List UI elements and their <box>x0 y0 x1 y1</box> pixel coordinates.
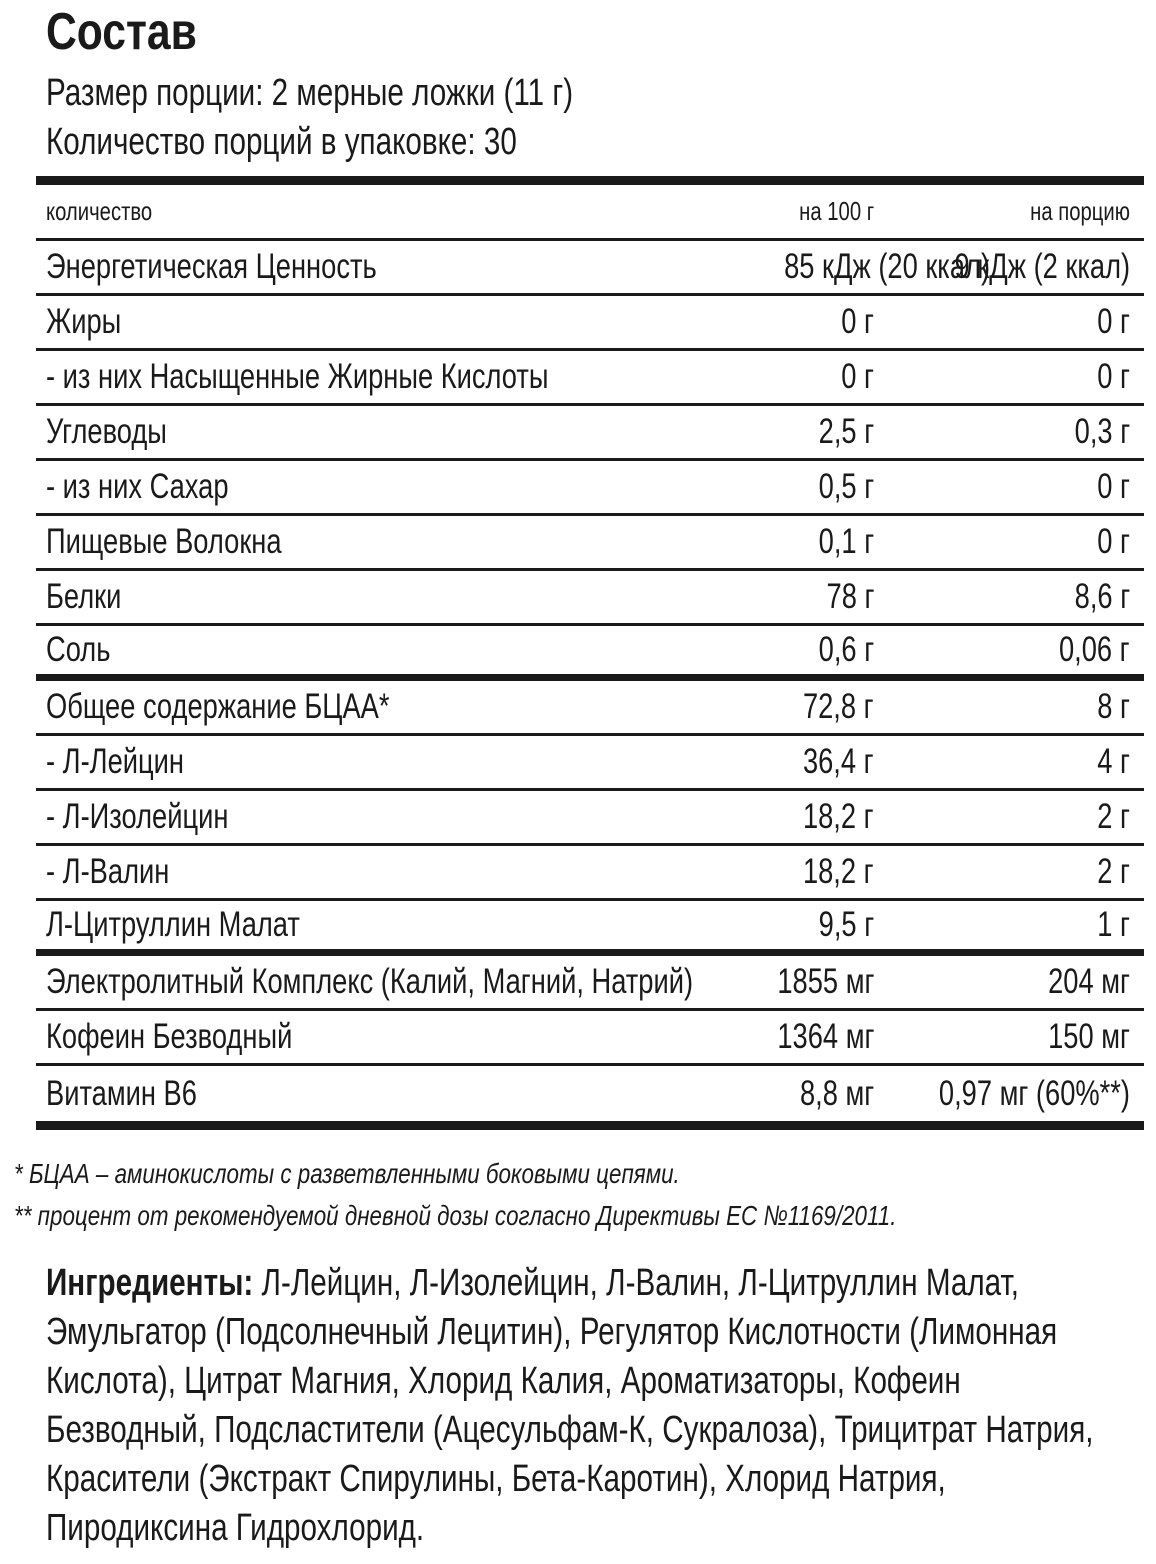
row-per-portion: 9 кДж (2 ккал) <box>954 247 1130 286</box>
row-name: Электролитный Комплекс (Калий, Магний, Натрий) <box>46 962 694 1001</box>
row-per-100g: 9,5 г <box>818 905 874 944</box>
servings-per-pack: Количество порций в упаковке: 30 <box>46 121 517 163</box>
row-name: Пищевые Волокна <box>46 522 282 561</box>
table-row <box>36 736 1144 791</box>
row-per-100g: 72,8 г <box>803 687 874 726</box>
row-per-100g: 0 г <box>841 357 874 396</box>
row-per-100g: 1364 мг <box>776 1017 874 1056</box>
row-per-portion: 0 г <box>1097 522 1130 561</box>
table-row <box>36 1011 1144 1066</box>
row-per-portion: 0,06 г <box>1059 630 1130 669</box>
row-per-portion: 1 г <box>1097 905 1130 944</box>
table-row <box>36 791 1144 846</box>
row-per-portion: 8,6 г <box>1074 577 1130 616</box>
table-row <box>36 681 1144 736</box>
row-name: Кофеин Безводный <box>46 1017 293 1056</box>
page-title: Состав <box>46 3 197 61</box>
row-per-portion: 0,3 г <box>1074 412 1130 451</box>
row-per-portion: 8 г <box>1097 687 1130 726</box>
footnote-daily-value: ** процент от рекомендуемой дневной дозы согласно Директивы ЕС №1169/2011. <box>14 1200 897 1231</box>
row-name: - из них Сахар <box>46 467 229 506</box>
header-per-100g: на 100 г <box>799 196 874 226</box>
serving-size: Размер порции: 2 мерные ложки (11 г) <box>46 72 574 114</box>
row-name: Общее содержание БЦАА* <box>46 687 390 726</box>
row-per-100g: 8,8 мг <box>799 1073 874 1113</box>
table-row <box>36 461 1144 516</box>
row-per-100g: 0,5 г <box>818 467 874 506</box>
table-row <box>36 571 1144 626</box>
table-row <box>36 846 1144 901</box>
row-per-100g: 36,4 г <box>803 742 874 781</box>
header-per-portion: на порцию <box>1030 196 1130 226</box>
table-header-row <box>36 185 1144 241</box>
row-name: Энергетическая Ценность <box>46 247 377 286</box>
row-name: Витамин В6 <box>46 1073 197 1113</box>
ingredients-block <box>46 1259 1099 1553</box>
row-name: Л-Цитруллин Малат <box>46 905 300 944</box>
row-per-portion: 0,97 мг (60%**) <box>938 1073 1130 1113</box>
row-per-portion: 0 г <box>1097 302 1130 341</box>
row-name: Углеводы <box>46 412 167 451</box>
row-per-100g: 2,5 г <box>818 412 874 451</box>
table-row <box>36 296 1144 351</box>
row-name: - Л-Валин <box>46 852 170 891</box>
header-quantity: количество <box>46 196 153 226</box>
row-per-100g: 18,2 г <box>803 797 874 836</box>
row-name: Жиры <box>46 302 122 341</box>
table-row <box>36 351 1144 406</box>
row-per-portion: 0 г <box>1097 467 1130 506</box>
row-per-100g: 85 кДж (20 ккал) <box>784 247 991 286</box>
row-name: - из них Насыщенные Жирные Кислоты <box>46 357 549 396</box>
table-row <box>36 901 1144 956</box>
row-per-100g: 78 г <box>826 577 874 616</box>
ingredients-label: Ингредиенты: <box>46 1262 254 1304</box>
row-name: Соль <box>46 630 111 669</box>
row-per-100g: 18,2 г <box>803 852 874 891</box>
row-name: - Л-Изолейцин <box>46 797 229 836</box>
table-row <box>36 241 1144 296</box>
row-name: - Л-Лейцин <box>46 742 184 781</box>
row-per-100g: 0,1 г <box>818 522 874 561</box>
row-per-100g: 0,6 г <box>818 630 874 669</box>
row-per-portion: 150 мг <box>1048 1017 1130 1056</box>
row-name: Белки <box>46 577 122 616</box>
row-per-portion: 204 мг <box>1048 962 1130 1001</box>
nutrition-table <box>36 176 1144 1130</box>
table-row <box>36 406 1144 461</box>
row-per-portion: 2 г <box>1097 797 1130 836</box>
row-per-100g: 1855 мг <box>776 962 874 1001</box>
footnote-bcaa: * БЦАА – аминокислоты с разветвленными боковыми цепями. <box>14 1158 680 1189</box>
table-row <box>36 1066 1144 1121</box>
row-per-100g: 0 г <box>841 302 874 341</box>
row-per-portion: 4 г <box>1097 742 1130 781</box>
table-row <box>36 626 1144 681</box>
table-row <box>36 516 1144 571</box>
table-row <box>36 956 1144 1011</box>
row-per-portion: 0 г <box>1097 357 1130 396</box>
row-per-portion: 2 г <box>1097 852 1130 891</box>
ingredients-text: Л-Лейцин, Л-Изолейцин, Л-Валин, Л-Цитруллин Малат, Эмульгатор (Подсолнечный Лецитин), Регулятор Кислотности (Лимонная Кислота), Цитрат Магния, Хлорид Калия, Ароматизаторы, Кофеин Безводный, Подсластители (Ацесульфам-К, Сукралоза), Трицитрат Натрия, Красители (Экстракт Спирулины, Бета-Каротин), Хлорид Натрия, Пиродиксина Гидрохлорид. <box>46 1262 1094 1549</box>
